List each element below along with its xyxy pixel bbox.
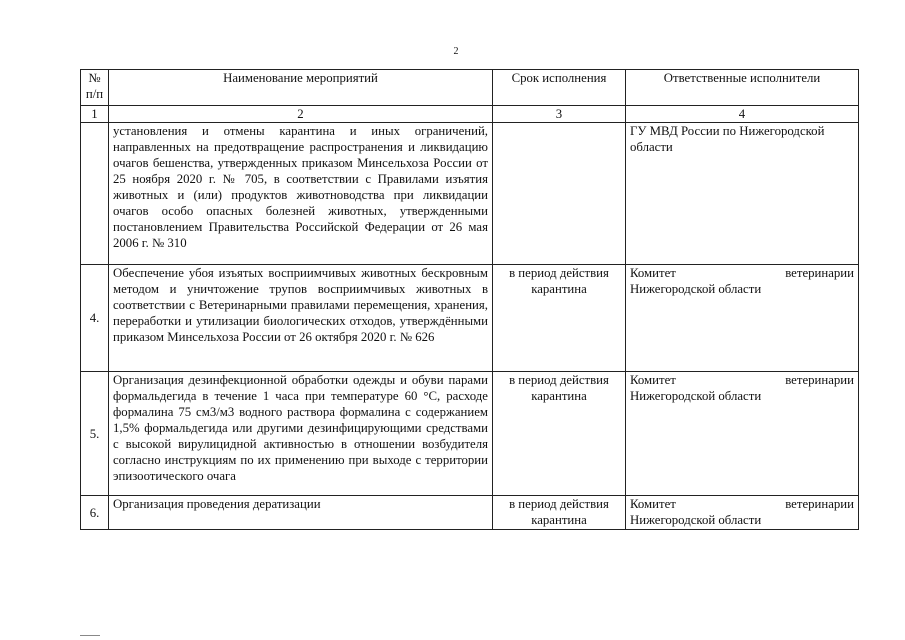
measure-name: Обеспечение убоя изъятых восприимчивых животных бескровным методом и уничтожение трупов восприимчивых животных в соответствии с Ветеринарными правилами перемещения, хранения, переработки и утилизации биологических отходов, утверждёнными приказом Минсельхоза России от 26 октября 2020 г. № 626 [109,265,493,372]
measure-term [493,123,626,265]
measure-responsible [626,372,859,496]
measure-responsible [626,265,859,372]
measures-table [80,69,859,530]
row-number: 5. [81,372,109,496]
page-number: 2 [453,46,459,57]
measure-responsible [626,123,859,265]
column-number: 4 [626,106,859,123]
responsible-region: Нижегородской области [630,513,762,527]
header-resp: Ответственные исполнители [626,70,859,106]
scan-artifact [80,635,100,636]
table-row [81,496,859,530]
table-row [81,265,859,372]
column-number: 1 [81,106,109,123]
header-name: Наименование мероприятий [109,70,493,106]
table-row [81,123,859,265]
responsible-region: Нижегородской области [630,389,762,403]
responsible-dept: ветеринарии [785,497,854,511]
row-number: 6. [81,496,109,530]
responsible-region: Нижегородской области [630,282,762,296]
row-number: 4. [81,265,109,372]
measure-name: установления и отмены карантина и иных ограничений, направленных на предотвращение распространения и ликвидацию очагов бешенства, утвержденных приказом Минсельхоза России от 25 ноября 2020 г. № 705, в соответствии с Правилами изъятия животных и (или) продуктов животноводства при ликвидации очагов особо опасных болезней животных, утвержденными постановлением Правительства Российской Федерации от 26 мая 2006 г. № 310 [109,123,493,265]
measure-responsible [626,496,859,530]
responsible-text: ГУ МВД России по Нижегородской области [630,124,825,154]
measure-term: в период действия карантина [493,372,626,496]
measure-term: в период действия карантина [493,265,626,372]
responsible-dept: ветеринарии [785,266,854,280]
column-number: 3 [493,106,626,123]
measure-name: Организация проведения дератизации [109,496,493,530]
header-num: № п/п [81,70,109,106]
responsible-dept: ветеринарии [785,373,854,387]
column-number: 2 [109,106,493,123]
responsible-org: Комитет [630,373,676,387]
header-term: Срок исполнения [493,70,626,106]
column-number-row [81,106,859,123]
table-header-row [81,70,859,106]
measure-term: в период действия карантина [493,496,626,530]
table-row [81,372,859,496]
row-number [81,123,109,265]
responsible-org: Комитет [630,497,676,511]
responsible-org: Комитет [630,266,676,280]
measure-name: Организация дезинфекционной обработки одежды и обуви парами формальдегида в течение 1 часа при температуре 60 °С, расходе формалина 75 см3/м3 водного раствора формалина с содержанием 1,5% формальдегида или другими дезинфицирующими средствами с высокой вирулицидной активностью в отношении возбудителя согласно инструкциям по их применению при выходе с территории эпизоотического очага [109,372,493,496]
